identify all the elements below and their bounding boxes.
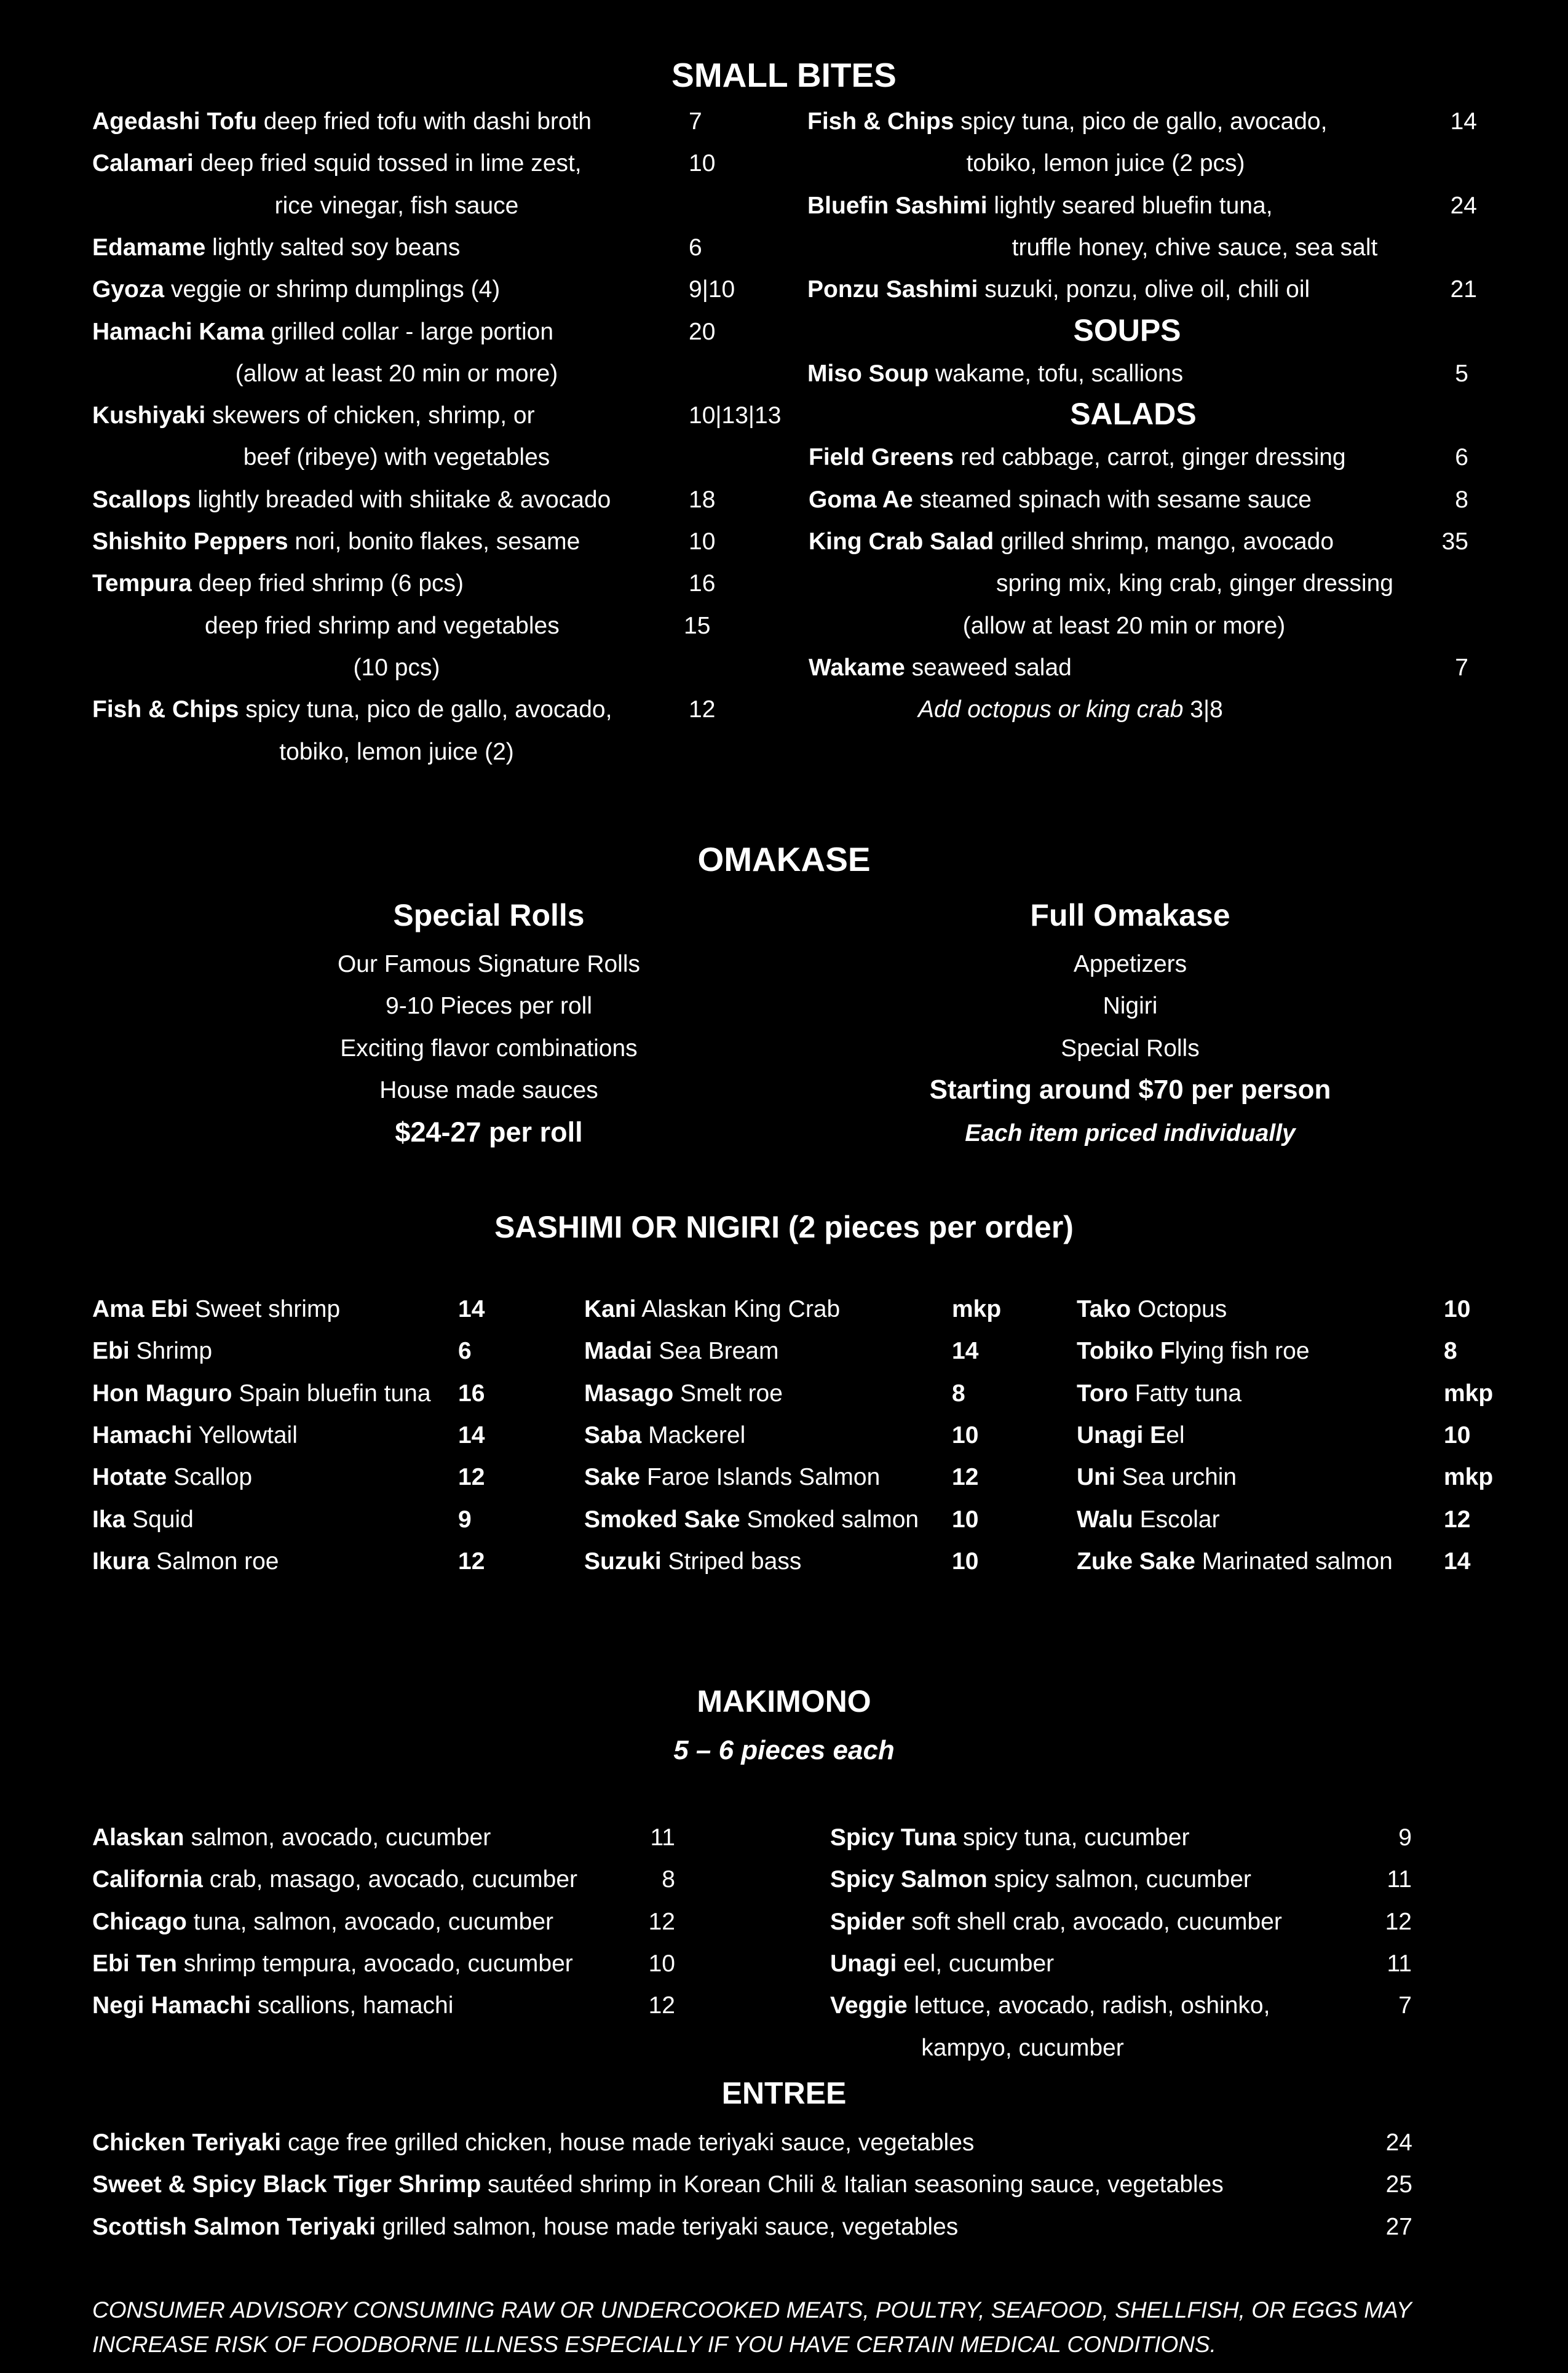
item-description: spicy tuna, pico de gallo, avocado, [245,696,612,723]
item-price: 14 [1444,1548,1471,1575]
item-description: Smelt roe [680,1380,783,1407]
item-name: Calamari [92,150,194,177]
item-name: California [92,1866,203,1893]
item-price: 12 [952,1464,979,1491]
item-description: crab, masago, avocado, cucumber [209,1866,578,1893]
item-description: Scallop [173,1464,253,1491]
item-name: Field Greens [809,444,954,471]
sashimi-item [584,1297,840,1321]
item-name: Tempura [92,570,192,597]
item-description: Striped bass [668,1548,802,1575]
item-name: Gyoza [92,276,165,303]
menu-item [92,277,500,301]
item-description: cage free grilled chicken, house made teriyaki sauce, vegetables [287,2129,975,2156]
item-description: deep fried squid tossed in lime zest, [200,150,582,177]
item-price: mkp [952,1296,1002,1322]
item-price: 7 [1398,1992,1412,2019]
item-description: shrimp tempura, avocado, cucumber [183,1950,573,1977]
item-name: Scallops [92,486,191,513]
item-price: 12 [648,1908,675,1935]
menu-item [92,1826,491,1850]
section-title-salads: SALADS [1070,397,1197,432]
full-omakase-line: Appetizers [1073,951,1187,977]
item-name: Ponzu Sashimi [807,276,978,303]
item-name: Ebi [92,1338,130,1365]
addon-text: Add octopus or king crab [918,696,1184,723]
sashimi-item [1077,1465,1237,1489]
item-price: 12 [458,1464,485,1491]
special-rolls-price: $24-27 per roll [395,1116,583,1148]
item-price: 5 [1455,360,1468,387]
item-name: Wakame [809,654,905,681]
item-name: Tobiko F [1077,1338,1175,1365]
item-description: Yellowtail [198,1421,298,1449]
menu-item [92,109,592,133]
menu-item [807,194,1273,218]
sashimi-item [584,1339,778,1363]
full-omakase-line: Nigiri [1103,993,1158,1020]
item-name: Kushiyaki [92,402,206,429]
item-price: 12 [689,696,716,723]
makimono-subtitle: 5 – 6 pieces each [673,1735,895,1765]
menu-item [92,488,611,512]
item-price: 14 [458,1421,485,1449]
menu-item [830,1826,1190,1850]
menu-item [92,1993,453,2017]
salad-addon [918,698,1223,721]
section-title-small-bites: SMALL BITES [671,56,897,94]
item-price: 7 [1455,654,1468,681]
item-name: Unagi [830,1950,897,1977]
item-name: Madai [584,1338,652,1365]
item-price: 11 [650,1824,675,1851]
item-description-continued: truffle honey, chive sauce, sea salt [1012,234,1378,261]
item-price: 12 [1444,1506,1471,1533]
item-price: 18 [689,486,716,513]
sashimi-item [92,1381,431,1405]
item-name: Chicago [92,1908,187,1935]
sashimi-item [1077,1423,1185,1447]
sashimi-item [92,1508,194,1532]
item-price: 12 [458,1548,485,1575]
item-price: mkp [1444,1380,1494,1407]
menu-item [92,151,582,175]
item-description: deep fried shrimp and vegetables [205,612,560,639]
item-name: Unagi E [1077,1421,1166,1449]
item-description: Fatty tuna [1134,1380,1242,1407]
menu-item [809,488,1312,512]
item-name: Uni [1077,1464,1115,1491]
item-name: Ika [92,1506,126,1533]
item-price: 12 [648,1992,675,2019]
item-price: 14 [1450,108,1477,135]
menu-item [92,1867,577,1891]
item-description-continued: (allow at least 20 min or more) [962,612,1286,639]
section-title-makimono: MAKIMONO [697,1684,871,1719]
item-price: 7 [689,108,702,135]
addon-price: 3|8 [1190,696,1223,723]
section-title-entree: ENTREE [721,2076,847,2110]
menu-item [809,656,1072,680]
full-omakase-line: Special Rolls [1061,1035,1200,1062]
special-rolls-line: Exciting flavor combinations [340,1035,638,1062]
item-description: grilled salmon, house made teriyaki sauce, vegetables [382,2213,959,2240]
item-name: Suzuki [584,1548,662,1575]
item-name: Saba [584,1421,642,1449]
item-price: 10 [952,1548,979,1575]
item-name: Kani [584,1296,636,1322]
item-description: Faroe Islands Salmon [646,1464,881,1491]
menu-item [92,1910,553,1934]
item-description-continued: tobiko, lemon juice (2 pcs) [966,150,1245,177]
item-price: 11 [1387,1950,1412,1977]
menu-item [92,2215,958,2239]
item-price: 8 [662,1866,675,1893]
item-description: Sweet shrimp [194,1296,341,1322]
item-description: Marinated salmon [1202,1548,1393,1575]
item-price: 10 [1444,1296,1471,1322]
item-description: wakame, tofu, scallions [935,360,1184,387]
item-description-continued: kampyo, cucumber [921,2034,1124,2061]
item-description-continued: beef (ribeye) with vegetables [243,444,550,471]
item-description: Smoked salmon [746,1506,919,1533]
menu-item [92,236,460,260]
item-description: red cabbage, carrot, ginger dressing [960,444,1346,471]
item-price: 24 [1450,192,1477,219]
item-name: Spicy Tuna [830,1824,957,1851]
sashimi-item [1077,1508,1220,1532]
special-rolls-title: Special Rolls [393,898,585,932]
menu-item [92,2172,1224,2196]
sashimi-item [584,1465,880,1489]
item-price: 9|10 [689,276,735,303]
item-price: 15 [684,612,711,639]
item-description: Shrimp [136,1338,213,1365]
menu-item [92,2131,974,2155]
item-name: Edamame [92,234,206,261]
item-name: Alaskan [92,1824,184,1851]
menu-item [807,109,1327,133]
item-name: Sake [584,1464,641,1491]
full-omakase-note: Each item priced individually [965,1120,1296,1147]
menu-item [830,1952,1054,1976]
menu-item [830,1993,1270,2017]
item-description: Mackerel [648,1421,746,1449]
sashimi-item [1077,1549,1393,1573]
item-name: Negi Hamachi [92,1992,251,2019]
item-description: tuna, salmon, avocado, cucumber [193,1908,554,1935]
item-price: 24 [1385,2129,1412,2156]
sashimi-item [92,1339,212,1363]
item-description: Salmon roe [156,1548,279,1575]
item-description: lightly salted soy beans [212,234,461,261]
full-omakase-price: Starting around $70 per person [929,1075,1331,1105]
item-price: 27 [1385,2213,1412,2240]
item-name: King Crab Salad [809,528,994,555]
sashimi-item [92,1297,340,1321]
item-description: spicy tuna, cucumber [963,1824,1190,1851]
item-name: Bluefin Sashimi [807,192,988,219]
special-rolls-line: 9-10 Pieces per roll [386,993,592,1020]
item-description-continued: spring mix, king crab, ginger dressing [996,570,1393,597]
item-price: 6 [689,234,702,261]
item-name: Scottish Salmon Teriyaki [92,2213,376,2240]
menu-item [830,1867,1251,1891]
item-description-continued: (10 pcs) [353,654,440,681]
item-description-continued: rice vinegar, fish sauce [274,192,519,219]
item-name: Fish & Chips [92,696,239,723]
item-name: Hon Maguro [92,1380,232,1407]
menu-item [92,530,580,554]
item-description: spicy tuna, pico de gallo, avocado, [960,108,1328,135]
item-name: Hamachi [92,1421,192,1449]
item-description: spicy salmon, cucumber [994,1866,1251,1893]
item-price: 16 [689,570,716,597]
menu-item [830,1910,1282,1934]
consumer-advisory: CONSUMER ADVISORY CONSUMING RAW OR UNDERCOOKED MEATS, POULTRY, SEAFOOD, SHELLFISH, OR EGGS MAY INCREASE RISK OF FOODBORNE ILLNESS ESPECIALLY IF YOU HAVE CERTAIN MEDICAL CONDITIONS. [92,2297,1411,2357]
item-price: 10 [1444,1421,1471,1449]
item-name: Tako [1077,1296,1131,1322]
item-price: 10 [952,1506,979,1533]
sashimi-item [1077,1297,1227,1321]
item-name: Smoked Sake [584,1506,740,1533]
menu-item [809,530,1334,554]
item-price: 12 [1385,1908,1412,1935]
item-description: Squid [132,1506,194,1533]
item-name: Ikura [92,1548,150,1575]
item-name: Veggie [830,1992,908,2019]
section-title-omakase: OMAKASE [697,840,871,878]
item-description: seaweed salad [911,654,1072,681]
menu-item [92,571,464,595]
item-name: Spider [830,1908,905,1935]
item-description: lettuce, avocado, radish, oshinko, [914,1992,1270,2019]
item-name: Ebi Ten [92,1950,177,1977]
item-description: Escolar [1139,1506,1220,1533]
item-price: 21 [1450,276,1477,303]
item-name: Shishito Peppers [92,528,288,555]
item-price: 10 [689,528,716,555]
item-description: Sea urchin [1122,1464,1237,1491]
item-description: scallions, hamachi [257,1992,454,2019]
sashimi-item [1077,1339,1310,1363]
menu-item [809,445,1346,469]
menu-item [92,1952,573,1976]
full-omakase-title: Full Omakase [1030,898,1230,932]
item-price: 9 [1398,1824,1412,1851]
section-title-sashimi: SASHIMI OR NIGIRI (2 pieces per order) [494,1210,1074,1244]
item-name: Fish & Chips [807,108,954,135]
item-price: 14 [952,1338,979,1365]
item-name: Miso Soup [807,360,929,387]
item-name: Goma Ae [809,486,913,513]
item-name: Hamachi Kama [92,318,264,345]
item-name: Zuke Sake [1077,1548,1195,1575]
item-price: 11 [1387,1866,1412,1893]
item-name: Chicken Teriyaki [92,2129,282,2156]
item-description: grilled shrimp, mango, avocado [1000,528,1334,555]
item-price: 20 [689,318,716,345]
special-rolls-line: Our Famous Signature Rolls [337,951,641,977]
item-price: 14 [458,1296,485,1322]
item-price: 9 [458,1506,472,1533]
item-description: steamed spinach with sesame sauce [919,486,1312,513]
item-price: 35 [1441,528,1468,555]
section-title-soups: SOUPS [1073,312,1181,348]
item-description: sautéed shrimp in Korean Chili & Italian seasoning sauce, vegetables [488,2171,1224,2198]
item-name: Spicy Salmon [830,1866,988,1893]
item-description: grilled collar - large portion [271,318,554,345]
menu-item [92,320,553,344]
item-description: soft shell crab, avocado, cucumber [911,1908,1282,1935]
item-price: 8 [952,1380,965,1407]
special-rolls-line: House made sauces [379,1076,598,1103]
item-description: nori, bonito flakes, sesame [295,528,580,555]
item-description: salmon, avocado, cucumber [191,1824,491,1851]
item-description: lying fish roe [1174,1338,1310,1365]
item-description: skewers of chicken, shrimp, or [212,402,535,429]
item-price: 25 [1385,2171,1412,2198]
sashimi-item [584,1381,783,1405]
item-price: 10|13|13 [689,402,782,429]
item-description: suzuki, ponzu, olive oil, chili oil [984,276,1310,303]
item-description: eel, cucumber [903,1950,1055,1977]
item-description: Sea Bream [659,1338,779,1365]
sashimi-item [92,1465,252,1489]
menu-item [92,698,612,721]
item-price: 8 [1444,1338,1457,1365]
item-price: 16 [458,1380,485,1407]
item-description: deep fried shrimp (6 pcs) [198,570,464,597]
sashimi-item [584,1549,801,1573]
menu-item [807,362,1183,386]
sashimi-item [584,1508,919,1532]
item-description: Spain bluefin tuna [239,1380,431,1407]
sashimi-item [92,1423,298,1447]
item-price: 6 [458,1338,472,1365]
sashimi-item [1077,1381,1241,1405]
item-price: 10 [689,150,716,177]
item-name: Hotate [92,1464,167,1491]
sashimi-item [584,1423,745,1447]
item-name: Ama Ebi [92,1296,189,1322]
item-description: Alaskan King Crab [641,1296,841,1322]
item-description: Octopus [1137,1296,1227,1322]
item-price: 6 [1455,444,1468,471]
item-name: Sweet & Spicy Black Tiger Shrimp [92,2171,481,2198]
item-price: mkp [1444,1464,1494,1491]
item-name: Toro [1077,1380,1128,1407]
item-price: 10 [648,1950,675,1977]
item-description: lightly seared bluefin tuna, [994,192,1273,219]
menu-item [807,277,1310,301]
item-name: Masago [584,1380,674,1407]
item-description-continued: tobiko, lemon juice (2) [279,738,514,765]
item-description-continued: (allow at least 20 min or more) [235,360,558,387]
item-description: lightly breaded with shiitake & avocado [197,486,611,513]
item-name: Walu [1077,1506,1133,1533]
item-name: Agedashi Tofu [92,108,257,135]
item-description: el [1166,1421,1185,1449]
item-price: 10 [952,1421,979,1449]
sashimi-item [92,1549,279,1573]
item-description: deep fried tofu with dashi broth [263,108,592,135]
menu-item [92,403,535,427]
item-description: veggie or shrimp dumplings (4) [170,276,501,303]
item-price: 8 [1455,486,1468,513]
